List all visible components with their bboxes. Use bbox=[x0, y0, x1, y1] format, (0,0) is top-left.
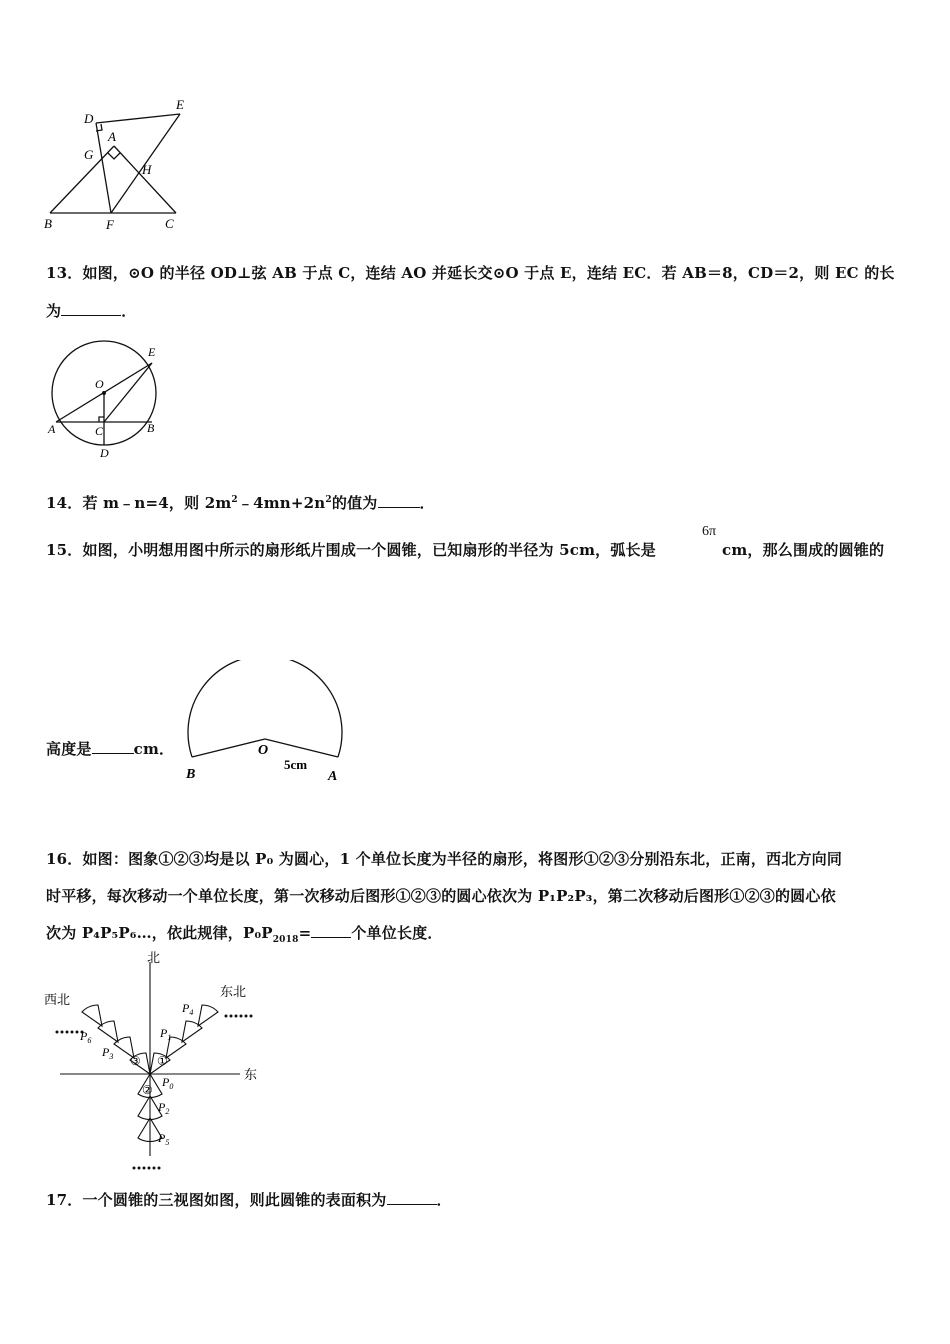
q14-exp2: 2 bbox=[325, 495, 332, 505]
label-c: C bbox=[165, 216, 174, 231]
segment-ce bbox=[104, 363, 152, 422]
label-p4: $P_4$ bbox=[182, 1001, 194, 1017]
segment-ba bbox=[50, 146, 114, 213]
q15-arc-length: 6π bbox=[702, 524, 717, 539]
label-north: 北 bbox=[147, 950, 161, 965]
label-a: A bbox=[108, 129, 116, 144]
sector-p4-inner bbox=[182, 1021, 202, 1042]
label-d: D bbox=[84, 111, 94, 126]
label-p0: $P_0$ bbox=[162, 1075, 174, 1091]
q15-line2 bbox=[46, 738, 174, 759]
label-e: E bbox=[176, 97, 184, 112]
q16-line3 bbox=[46, 922, 443, 945]
q15-line2-post: cm． bbox=[133, 740, 175, 758]
label-p2: $P_2$ bbox=[158, 1100, 170, 1116]
label-b: B bbox=[186, 767, 196, 782]
radius-ob bbox=[192, 739, 265, 757]
q15-number: 15． bbox=[46, 541, 83, 559]
label-p1: $P_1$ bbox=[160, 1026, 172, 1042]
q13-text-pre: 为 bbox=[46, 302, 62, 320]
q16-line3-mid: = bbox=[298, 924, 312, 942]
q13-answer-blank[interactable] bbox=[61, 301, 121, 316]
sector-p4 bbox=[198, 1005, 218, 1026]
label-f: F bbox=[106, 217, 114, 232]
label-o: O bbox=[95, 377, 104, 391]
q14-text-mid: ﹣4mn+2n bbox=[237, 494, 326, 512]
q14-text-post: 的值为 bbox=[331, 494, 378, 512]
segment-de bbox=[96, 114, 180, 123]
q14-line bbox=[46, 492, 435, 513]
figure-q13 bbox=[42, 338, 172, 463]
radius-oa bbox=[265, 739, 338, 757]
q17-answer-blank[interactable] bbox=[387, 1190, 437, 1205]
label-a: A bbox=[328, 769, 338, 784]
q17-text: 一个圆锥的三视图如图，则此圆锥的表面积为 bbox=[82, 1191, 387, 1209]
figure-q15-sector bbox=[180, 660, 355, 788]
q14-text-pre: 若 m﹣n=4，则 2m bbox=[82, 494, 232, 512]
q17-end: ． bbox=[436, 1191, 452, 1209]
label-e: E bbox=[148, 345, 156, 359]
sector-p6 bbox=[82, 1005, 102, 1026]
q13-line2 bbox=[46, 300, 136, 321]
q14-exp1: 2 bbox=[231, 495, 238, 505]
q16-line3-pre: 次为 P₄P₅P₆…，依此规律，P₀P bbox=[46, 924, 273, 942]
label-g: G bbox=[84, 147, 94, 162]
right-angle-a bbox=[108, 153, 120, 159]
label-b: B bbox=[147, 421, 155, 435]
q14-number: 14． bbox=[46, 494, 83, 512]
label-c: C bbox=[95, 424, 104, 438]
figure-q12 bbox=[38, 95, 198, 235]
q13-number: 13． bbox=[46, 264, 83, 282]
right-angle-c bbox=[99, 417, 104, 422]
label-5cm: 5cm bbox=[284, 757, 308, 772]
label-h: H bbox=[142, 162, 152, 177]
q16-answer-blank[interactable] bbox=[311, 923, 351, 938]
q16-line2: 时平移，每次移动一个单位长度，第一次移动后图形①②③的圆心依次为 P₁P₂P₃，第二次移动后图形①②③的圆心依 bbox=[46, 887, 836, 905]
center-point-o bbox=[102, 391, 106, 395]
label-p5: $P_5$ bbox=[158, 1131, 170, 1147]
q16-line3-sub: 2018 bbox=[272, 935, 299, 945]
q15-text-pre: 如图，小明想用图中所示的扇形纸片围成一个圆锥，已知扇形的半径为 5cm，弧长是 bbox=[82, 541, 656, 559]
label-a: A bbox=[48, 422, 56, 436]
label-northeast: 东北 bbox=[220, 984, 247, 999]
q15-line1 bbox=[46, 539, 656, 560]
q15-text-post: cm，那么围成的圆锥的 bbox=[722, 541, 885, 559]
label-p3: $P_3$ bbox=[102, 1045, 114, 1061]
q14-end: ． bbox=[419, 494, 435, 512]
q16-number: 16． bbox=[46, 850, 83, 868]
segment-ac bbox=[114, 146, 176, 213]
q16-text-line1: 如图：图象①②③均是以 P₀ 为圆心，1 个单位长度为半径的扇形，将图形①②③分别沿东北，正南，西北方向同 bbox=[82, 850, 843, 868]
q13-line1 bbox=[46, 262, 895, 283]
label-circled-1: ① bbox=[157, 1054, 168, 1068]
label-o: O bbox=[258, 743, 269, 758]
label-northwest: 西北 bbox=[44, 992, 71, 1007]
label-east: 东 bbox=[244, 1067, 258, 1082]
label-circled-2: ② bbox=[142, 1083, 153, 1097]
q13-text: 如图，⊙O 的半径 OD⊥弦 AB 于点 C，连结 AO 并延长交⊙O 于点 E，连结 EC．若 AB＝8，CD＝2，则 EC 的长 bbox=[82, 264, 895, 282]
q13-text-post: ． bbox=[121, 302, 137, 320]
label-d: D bbox=[100, 446, 109, 460]
label-circled-3: ③ bbox=[130, 1054, 141, 1068]
q16-line3-post: 个单位长度． bbox=[351, 924, 443, 942]
q15-answer-blank[interactable] bbox=[92, 739, 134, 754]
sector-p6-inner bbox=[98, 1021, 118, 1042]
q17-number: 17． bbox=[46, 1191, 83, 1209]
q14-answer-blank[interactable] bbox=[378, 493, 420, 508]
label-b: B bbox=[44, 216, 52, 231]
figure-q16-compass bbox=[40, 948, 270, 1178]
label-p6: $P_6$ bbox=[80, 1029, 92, 1045]
q15-line2-pre: 高度是 bbox=[46, 740, 92, 758]
q16-line1 bbox=[46, 848, 842, 869]
q17-line bbox=[46, 1189, 452, 1210]
